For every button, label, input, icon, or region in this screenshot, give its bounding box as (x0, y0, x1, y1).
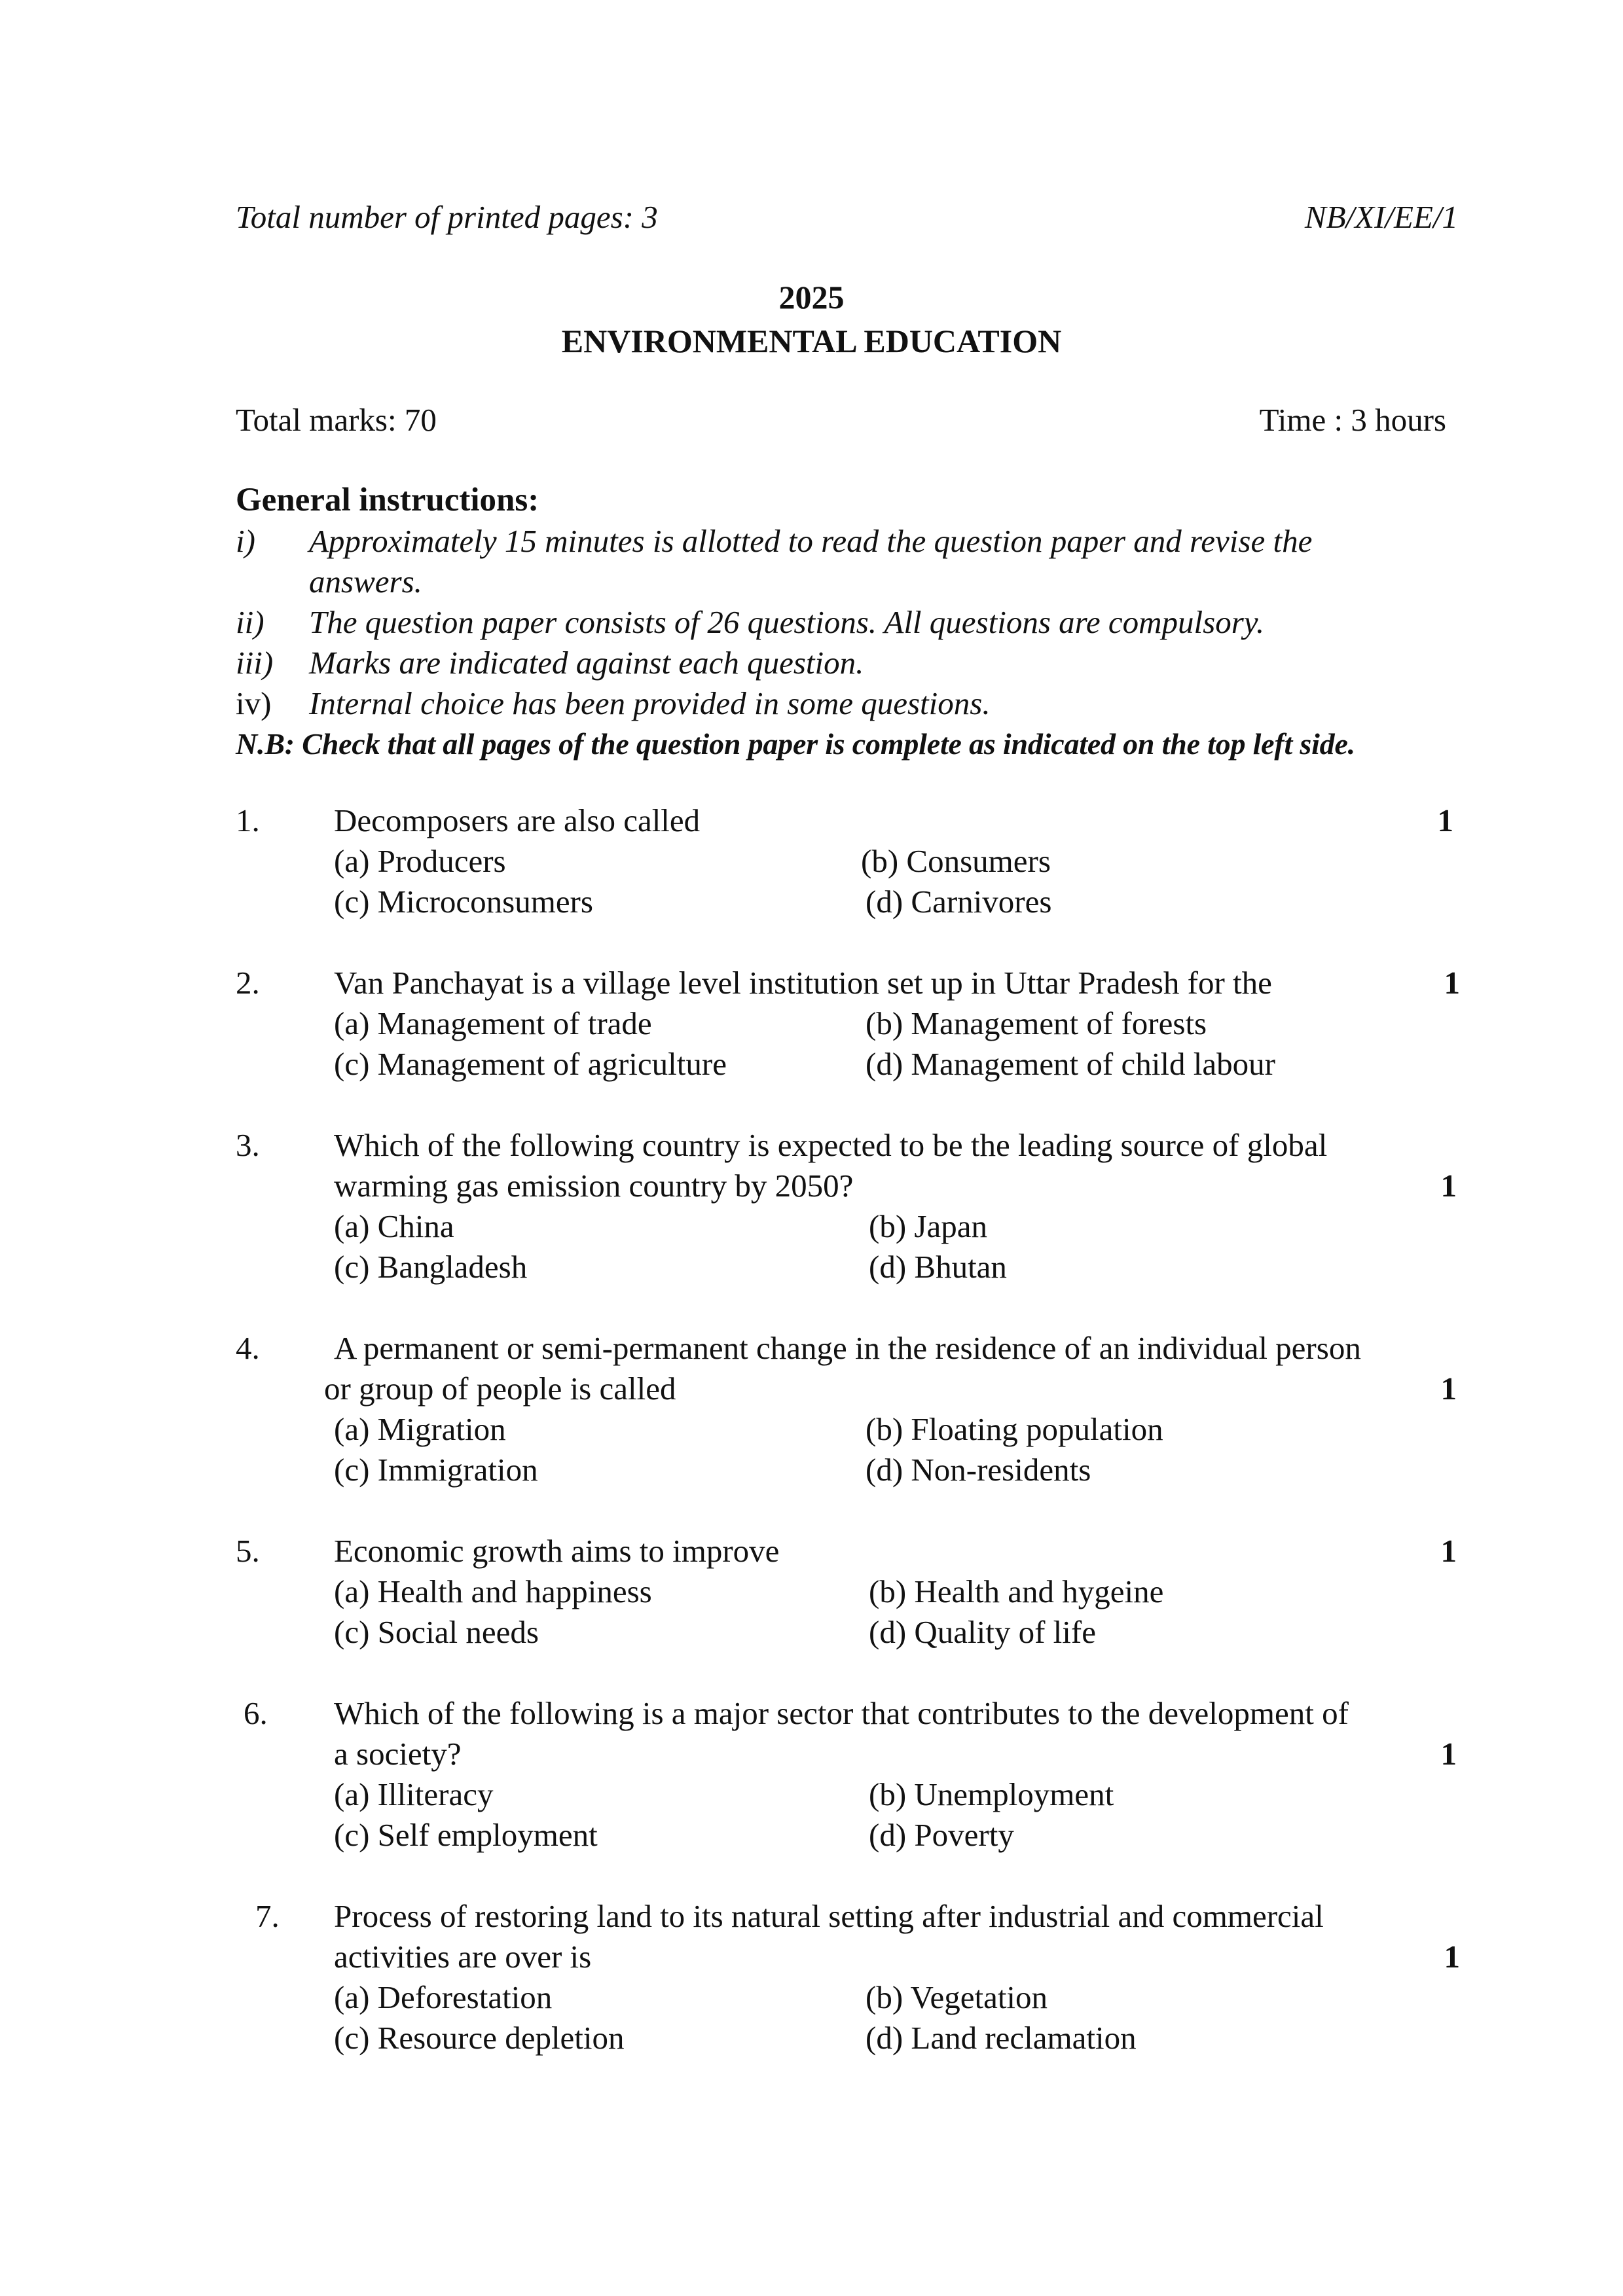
option-b: (b) Japan (869, 1208, 987, 1244)
question-4 (236, 1327, 1467, 1492)
question-marks: 1 (1440, 1168, 1457, 1204)
question-text-continued: a society? (334, 1736, 462, 1772)
question-text: Which of the following is a major sector that contributes to the development of (334, 1695, 1349, 1731)
question-text: Process of restoring land to its natural setting after industrial and commercial (334, 1898, 1324, 1934)
question-text-continued: warming gas emission country by 2050? (334, 1168, 854, 1204)
question-marks: 1 (1440, 1533, 1457, 1569)
paper-subject-title: ENVIRONMENTAL EDUCATION (561, 323, 1062, 359)
instructions-heading: General instructions: (236, 482, 539, 518)
printed-pages-note: Total number of printed pages: 3 (236, 199, 658, 235)
instruction-text: The question paper consists of 26 questions. All questions are compulsory. (309, 604, 1265, 640)
question-6 (236, 1693, 1467, 1857)
option-c: (c) Bangladesh (334, 1249, 528, 1285)
option-c: (c) Microconsumers (334, 884, 593, 920)
question-number: 2. (236, 965, 260, 1001)
paper-year: 2025 (778, 279, 845, 315)
question-number: 1. (236, 802, 260, 838)
option-a: (a) Management of trade (334, 1005, 652, 1041)
option-c: (c) Immigration (334, 1452, 538, 1488)
question-number: 7. (255, 1898, 280, 1934)
instruction-text: answers. (309, 564, 422, 600)
option-d: (d) Bhutan (869, 1249, 1007, 1285)
question-text: Economic growth aims to improve (334, 1533, 780, 1569)
option-b: (b) Health and hygeine (869, 1573, 1164, 1609)
instruction-text: Marks are indicated against each question. (309, 645, 864, 681)
question-number: 4. (236, 1330, 260, 1366)
option-d: (d) Quality of life (869, 1614, 1096, 1650)
paper-code: NB/XI/EE/1 (1304, 199, 1458, 235)
option-a: (a) Producers (334, 843, 506, 879)
question-number: 5. (236, 1533, 260, 1569)
option-a: (a) Migration (334, 1411, 506, 1447)
question-marks: 1 (1440, 1736, 1457, 1772)
option-c: (c) Social needs (334, 1614, 539, 1650)
question-marks: 1 (1444, 1939, 1460, 1975)
option-c: (c) Resource depletion (334, 2020, 625, 2056)
question-text: Van Panchayat is a village level institution set up in Uttar Pradesh for the (334, 965, 1272, 1001)
instruction-item (236, 683, 1480, 724)
question-text: A permanent or semi-permanent change in the residence of an individual person (334, 1330, 1361, 1366)
option-b: (b) Vegetation (866, 1979, 1048, 2015)
instruction-number: iv) (236, 685, 272, 721)
option-d: (d) Non-residents (866, 1452, 1091, 1488)
instruction-text: Internal choice has been provided in some questions. (309, 685, 991, 721)
question-marks: 1 (1444, 965, 1460, 1001)
question-text-continued: or group of people is called (324, 1371, 676, 1407)
question-3 (236, 1124, 1467, 1289)
instruction-item-continued (236, 561, 1480, 602)
instruction-number: ii) (236, 604, 264, 640)
time-allowed: Time : 3 hours (1259, 402, 1446, 438)
question-7 (236, 1895, 1467, 2060)
question-1 (236, 800, 1467, 924)
instruction-item (236, 520, 1480, 562)
question-5 (236, 1530, 1467, 1655)
option-a: (a) Deforestation (334, 1979, 553, 2015)
instruction-number: i) (236, 523, 255, 559)
option-b: (b) Consumers (861, 843, 1051, 879)
question-text: Which of the following country is expected to be the leading source of global (334, 1127, 1328, 1163)
option-d: (d) Land reclamation (866, 2020, 1137, 2056)
question-number: 6. (244, 1695, 268, 1731)
question-text-continued: activities are over is (334, 1939, 592, 1975)
option-d: (d) Carnivores (866, 884, 1052, 920)
option-d: (d) Management of child labour (866, 1046, 1275, 1082)
option-a: (a) China (334, 1208, 454, 1244)
instruction-item (236, 601, 1480, 643)
nb-note: N.B: Check that all pages of the question paper is complete as indicated on the top left side. (236, 727, 1355, 761)
question-2 (236, 962, 1467, 1086)
instruction-number: iii) (236, 645, 274, 681)
option-b: (b) Unemployment (869, 1776, 1114, 1812)
option-b: (b) Floating population (866, 1411, 1163, 1447)
question-marks: 1 (1437, 802, 1453, 838)
option-c: (c) Self employment (334, 1817, 598, 1853)
option-c: (c) Management of agriculture (334, 1046, 727, 1082)
option-d: (d) Poverty (869, 1817, 1014, 1853)
total-marks: Total marks: 70 (236, 402, 437, 438)
option-a: (a) Illiteracy (334, 1776, 494, 1812)
option-b: (b) Management of forests (866, 1005, 1207, 1041)
instruction-item (236, 642, 1480, 683)
option-a: (a) Health and happiness (334, 1573, 652, 1609)
instruction-text: Approximately 15 minutes is allotted to read the question paper and revise the (309, 523, 1313, 559)
question-marks: 1 (1440, 1371, 1457, 1407)
question-number: 3. (236, 1127, 260, 1163)
question-text: Decomposers are also called (334, 802, 701, 838)
